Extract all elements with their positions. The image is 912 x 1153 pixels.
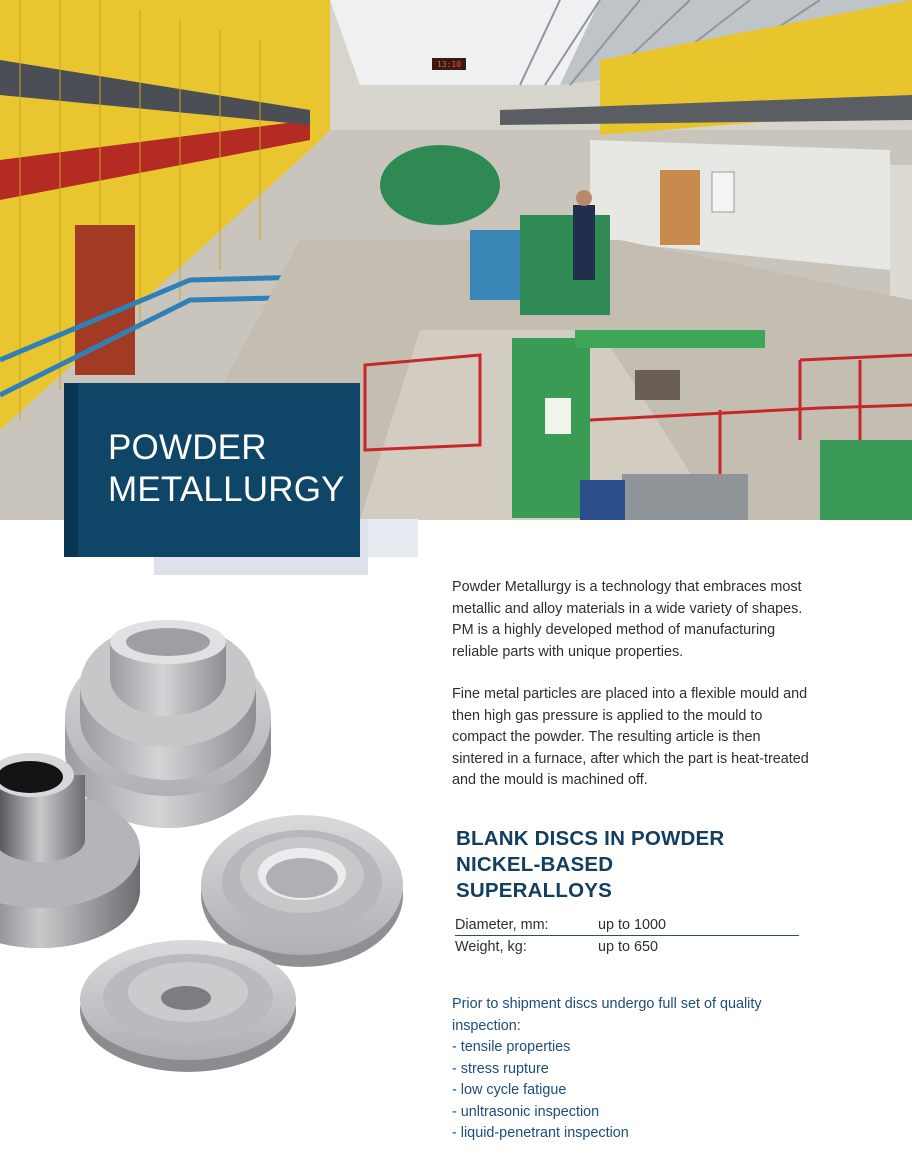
product-heading-line3: SUPERALLOYS	[456, 879, 612, 902]
title-stripe	[64, 383, 78, 557]
disc-flat-bottom	[80, 940, 296, 1072]
list-item: - tensile properties	[452, 1039, 571, 1055]
product-heading-line2: NICKEL-BASED	[456, 853, 614, 876]
list-item: - low cycle fatigue	[452, 1082, 567, 1098]
list-item: - stress rupture	[452, 1060, 549, 1077]
inspection-intro: Prior to shipment discs undergo full set of quality inspection:	[452, 996, 762, 1034]
inspection-list	[452, 1037, 832, 1145]
disc-stepped-top	[65, 620, 271, 828]
spec-row-weight	[455, 936, 799, 958]
inspection-block	[452, 994, 832, 1145]
spec-label: Diameter, mm:	[455, 916, 549, 933]
intro-paragraph-2: Fine metal particles are placed into a flexible mould and then high gas pressure is applied to the mould to compact the powder. The resulting article is then sintered in a furnace, after which the part is heat-treated and the mould is machined off.	[452, 686, 809, 788]
disc-ring-right	[201, 815, 403, 967]
product-heading	[456, 826, 816, 904]
clock-readout: 13:10	[436, 60, 462, 69]
intro-paragraph-1: Powder Metallurgy is a technology that embraces most metallic and alloy materials in a wide variety of shapes. PM is a highly developed method of manufacturing reliable parts with unique properties.	[452, 579, 803, 660]
spec-value: up to 1000	[598, 916, 667, 933]
title-box	[64, 383, 360, 557]
spec-table	[455, 914, 799, 958]
page-title	[108, 427, 345, 511]
spec-value: up to 650	[598, 939, 659, 955]
list-item: - liquid-penetrant inspection	[452, 1125, 629, 1141]
discs-photo	[0, 600, 420, 1130]
page-title-line1: POWDER	[108, 428, 267, 467]
title-shadow-accent	[368, 519, 418, 557]
page-title-line2: METALLURGY	[108, 470, 345, 509]
spec-label: Weight, kg:	[455, 939, 527, 955]
product-heading-line1: BLANK DISCS IN POWDER	[456, 827, 725, 850]
list-item: - unltrasonic inspection	[452, 1103, 600, 1120]
spec-row-diameter	[455, 914, 799, 936]
